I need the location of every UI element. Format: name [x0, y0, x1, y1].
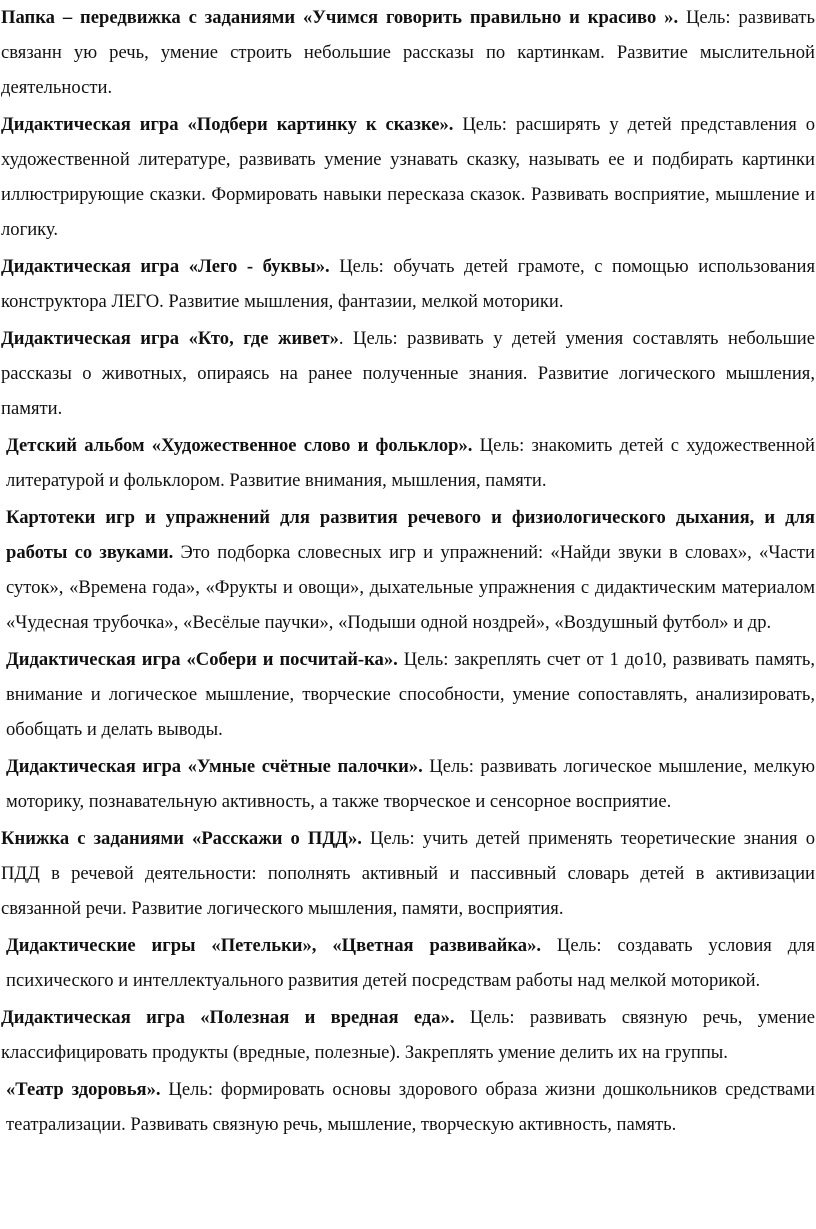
entry-game-lego-letters — [1, 249, 815, 319]
entry-health-theatre — [1, 1072, 815, 1142]
entry-text: Цель: формировать основы здорового образа жизни дошкольников средствами театрализации. Развивать связную речь, мышление, творческую активность, память. — [6, 1079, 815, 1135]
entry-text: Цель: учить детей применять теоретические знания о ПДД в речевой деятельности: пополнять активный и пассивный словарь детей в активизации связанной речи. Развитие логического мышления, памяти, восприятия. — [1, 828, 816, 919]
entry-title: Детский альбом «Художественное слово и фольклор». — [6, 435, 473, 456]
entry-text: Цель: развивать связную речь, умение классифицировать продукты (вредные, полезные). Закреплять умение делить их на группы. — [1, 1007, 815, 1063]
entry-folder-speak-correctly — [1, 0, 815, 105]
entry-text: Это подборка словесных игр и упражнений: «Найди звуки в словах», «Части суток», «Времена года», «Фрукты и овощи», дыхательные упражнения с дидактическим материалом «Чудесная трубочка», «Весёлые паучки», «Подыши одной ноздрей», «Воздушный футбол» и др. — [6, 542, 816, 633]
entry-game-fairy-tale-picture — [1, 107, 815, 247]
entry-text: . Цель: развивать у детей умения составлять небольшие рассказы о животных, опираясь на ранее полученные знания. Развитие логического мышления, памяти. — [1, 328, 815, 419]
entry-text: Цель: закреплять счет от 1 до10, развивать память, внимание и логическое мышление, творческие способности, умение сопоставлять, анализировать, обобщать и делать выводы. — [6, 649, 815, 740]
entry-games-loops-color — [1, 928, 815, 998]
entry-text: Цель: развивать связанн ую речь, умение строить небольшие рассказы по картинкам. Развитие мыслительной деятельности. — [1, 7, 815, 98]
entry-text: Цель: создавать условия для психического и интеллектуального развития детей посредствам работы над мелкой моторикой. — [6, 935, 815, 991]
entry-title: Дидактическая игра «Подбери картинку к сказке». — [1, 114, 454, 135]
entry-title: Дидактическая игра «Кто, где живет» — [1, 328, 339, 349]
entry-text: Цель: расширять у детей представления о художественной литературе, развивать умение узнавать сказку, называть ее и подбирать картинки иллюстрирующие сказки. Формировать навыки пересказа сказок. Развивать восприятие, мышление и логику. — [1, 114, 815, 240]
entry-text: Цель: знакомить детей с художественной литературой и фольклором. Развитие внимания, мышления, памяти. — [6, 435, 815, 491]
entry-title: Картотеки игр и упражнений для развития речевого и физиологического дыхания, и для работы со звуками. — [6, 507, 815, 563]
entry-title: Дидактическая игра «Умные счётные палочки». — [6, 756, 423, 777]
entry-title: Папка – передвижка с заданиями «Учимся говорить правильно и красиво ». — [1, 7, 679, 28]
entry-text: Цель: обучать детей грамоте, с помощью использования конструктора ЛЕГО. Развитие мышления, фантазии, мелкой моторики. — [1, 256, 815, 312]
entry-title: Дидактическая игра «Лего - буквы». — [1, 256, 330, 277]
entry-game-healthy-food — [1, 1000, 815, 1070]
entry-game-who-lives-where — [1, 321, 815, 426]
entry-title: «Театр здоровья». — [6, 1079, 161, 1100]
entry-card-files-breathing — [1, 500, 815, 640]
entry-game-collect-and-count — [1, 642, 815, 747]
entry-title: Дидактическая игра «Полезная и вредная еда». — [1, 1007, 455, 1028]
entry-game-counting-sticks — [1, 749, 815, 819]
entry-title: Дидактическая игра «Собери и посчитай-ка». — [6, 649, 398, 670]
entry-title: Книжка с заданиями «Расскажи о ПДД». — [1, 828, 362, 849]
entry-text: Цель: развивать логическое мышление, мелкую моторику, познавательную активность, а также творческое и сенсорное восприятие. — [6, 756, 816, 812]
entry-title: Дидактические игры «Петельки», «Цветная развивайка». — [6, 935, 542, 956]
entry-album-folklore — [1, 428, 815, 498]
entry-book-traffic-rules — [1, 821, 815, 926]
